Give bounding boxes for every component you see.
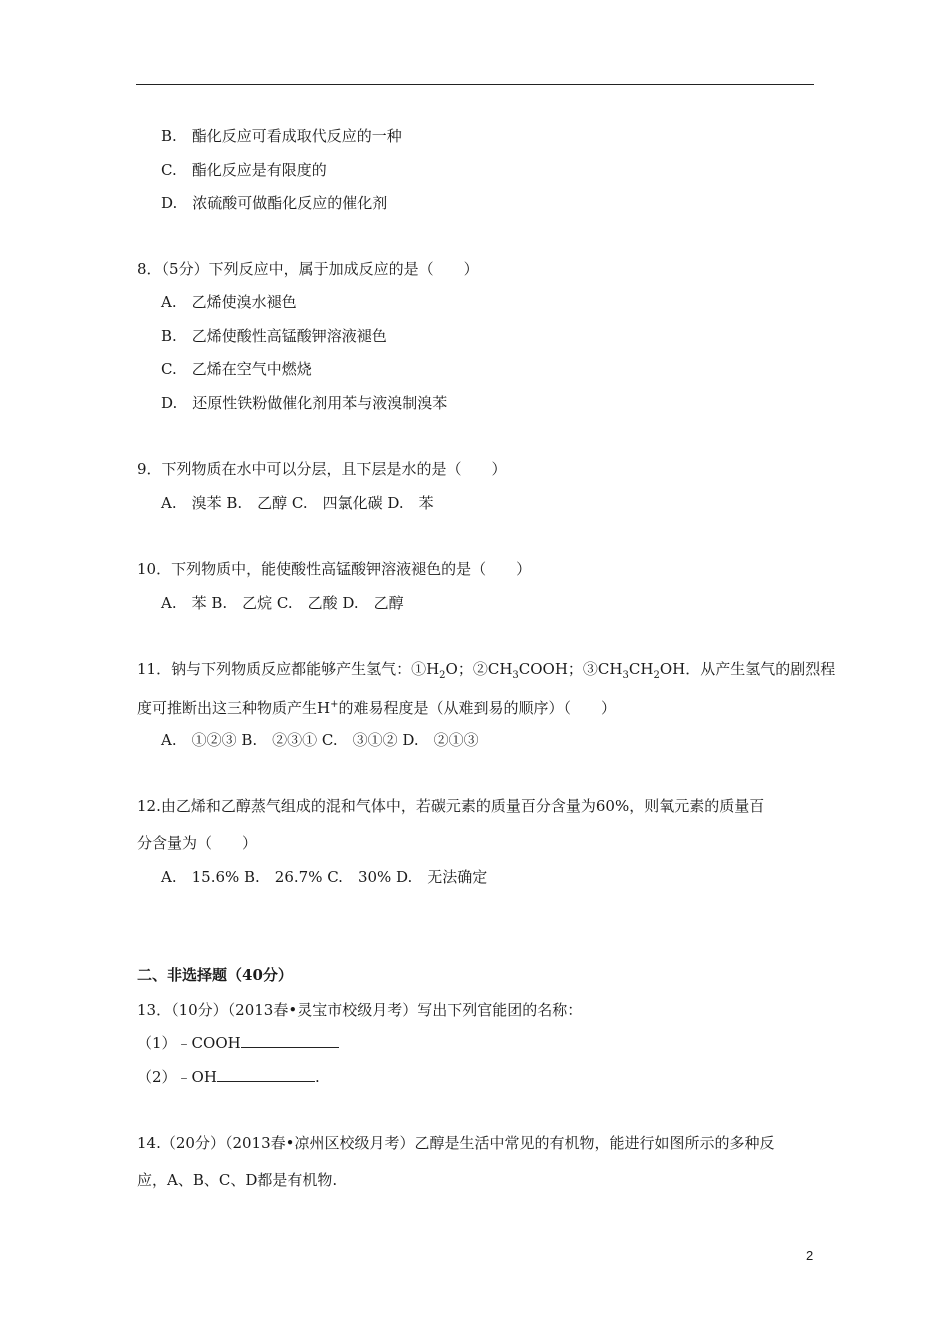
- header-rule: [136, 84, 814, 85]
- q7-option-c: C. 酯化反应是有限度的: [161, 161, 327, 179]
- section-title: 二、非选择题（40分）: [137, 966, 293, 984]
- q11-options: A. ①②③ B. ②③① C. ③①② D. ②①③: [161, 731, 479, 749]
- q9-stem: 9．下列物质在水中可以分层，且下层是水的是（ ）: [137, 460, 507, 478]
- q10-options: A. 苯 B. 乙烷 C. 乙酸 D. 乙醇: [161, 594, 404, 612]
- q8-stem: 8．（5分）下列反应中，属于加成反应的是（ ）: [137, 260, 479, 278]
- q8-option-b: B. 乙烯使酸性高锰酸钾溶液褪色: [161, 327, 387, 345]
- q14-stem-line2: 应，A、B、C、D都是有机物.: [137, 1171, 338, 1189]
- q14-stem-line1: 14.（20分）（2013春•凉州区校级月考）乙醇是生活中常见的有机物，能进行如图所示的多种反: [137, 1134, 775, 1152]
- q8-option-d: D. 还原性铁粉做催化剂用苯与液溴制溴苯: [161, 394, 448, 412]
- q12-stem-line2: 分含量为（ ）: [137, 834, 258, 852]
- q8-option-a: A. 乙烯使溴水褪色: [161, 293, 297, 311]
- q12-options: A. 15.6% B. 26.7% C. 30% D. 无法确定: [161, 868, 488, 886]
- q7-option-d: D. 浓硫酸可做酯化反应的催化剂: [161, 194, 388, 212]
- answer-blank-1[interactable]: [241, 1033, 339, 1048]
- q13-stem: 13．（10分）（2013春•灵宝市校级月考）写出下列官能团的名称：: [137, 1001, 583, 1019]
- q12-stem-line1: 12.由乙烯和乙醇蒸气组成的混和气体中，若碳元素的质量百分含量为60%，则氧元素的质量百: [137, 797, 765, 815]
- q13-item2: （2）﹣OH .: [137, 1068, 320, 1086]
- q10-stem: 10．下列物质中，能使酸性高锰酸钾溶液褪色的是（ ）: [137, 560, 532, 578]
- q13-item1: （1）﹣COOH: [137, 1033, 339, 1053]
- q9-options: A. 溴苯 B. 乙醇 C. 四氯化碳 D. 苯: [161, 494, 434, 512]
- q8-option-c: C. 乙烯在空气中燃烧: [161, 360, 312, 378]
- q7-option-b: B. 酯化反应可看成取代反应的一种: [161, 127, 402, 145]
- page-number: 2: [806, 1248, 814, 1263]
- answer-blank-2[interactable]: [217, 1067, 315, 1082]
- q11-stem-line2: 度可推断出这三种物质产生H+的难易程度是（从难到易的顺序）（ ）: [137, 699, 616, 717]
- q11-stem-line1: 11．钠与下列物质反应都能够产生氢气：$①H_2O$；$②CH_3COOH$；$③CH_3CH_2OH$．从产生氢气的剧烈程: [137, 660, 836, 681]
